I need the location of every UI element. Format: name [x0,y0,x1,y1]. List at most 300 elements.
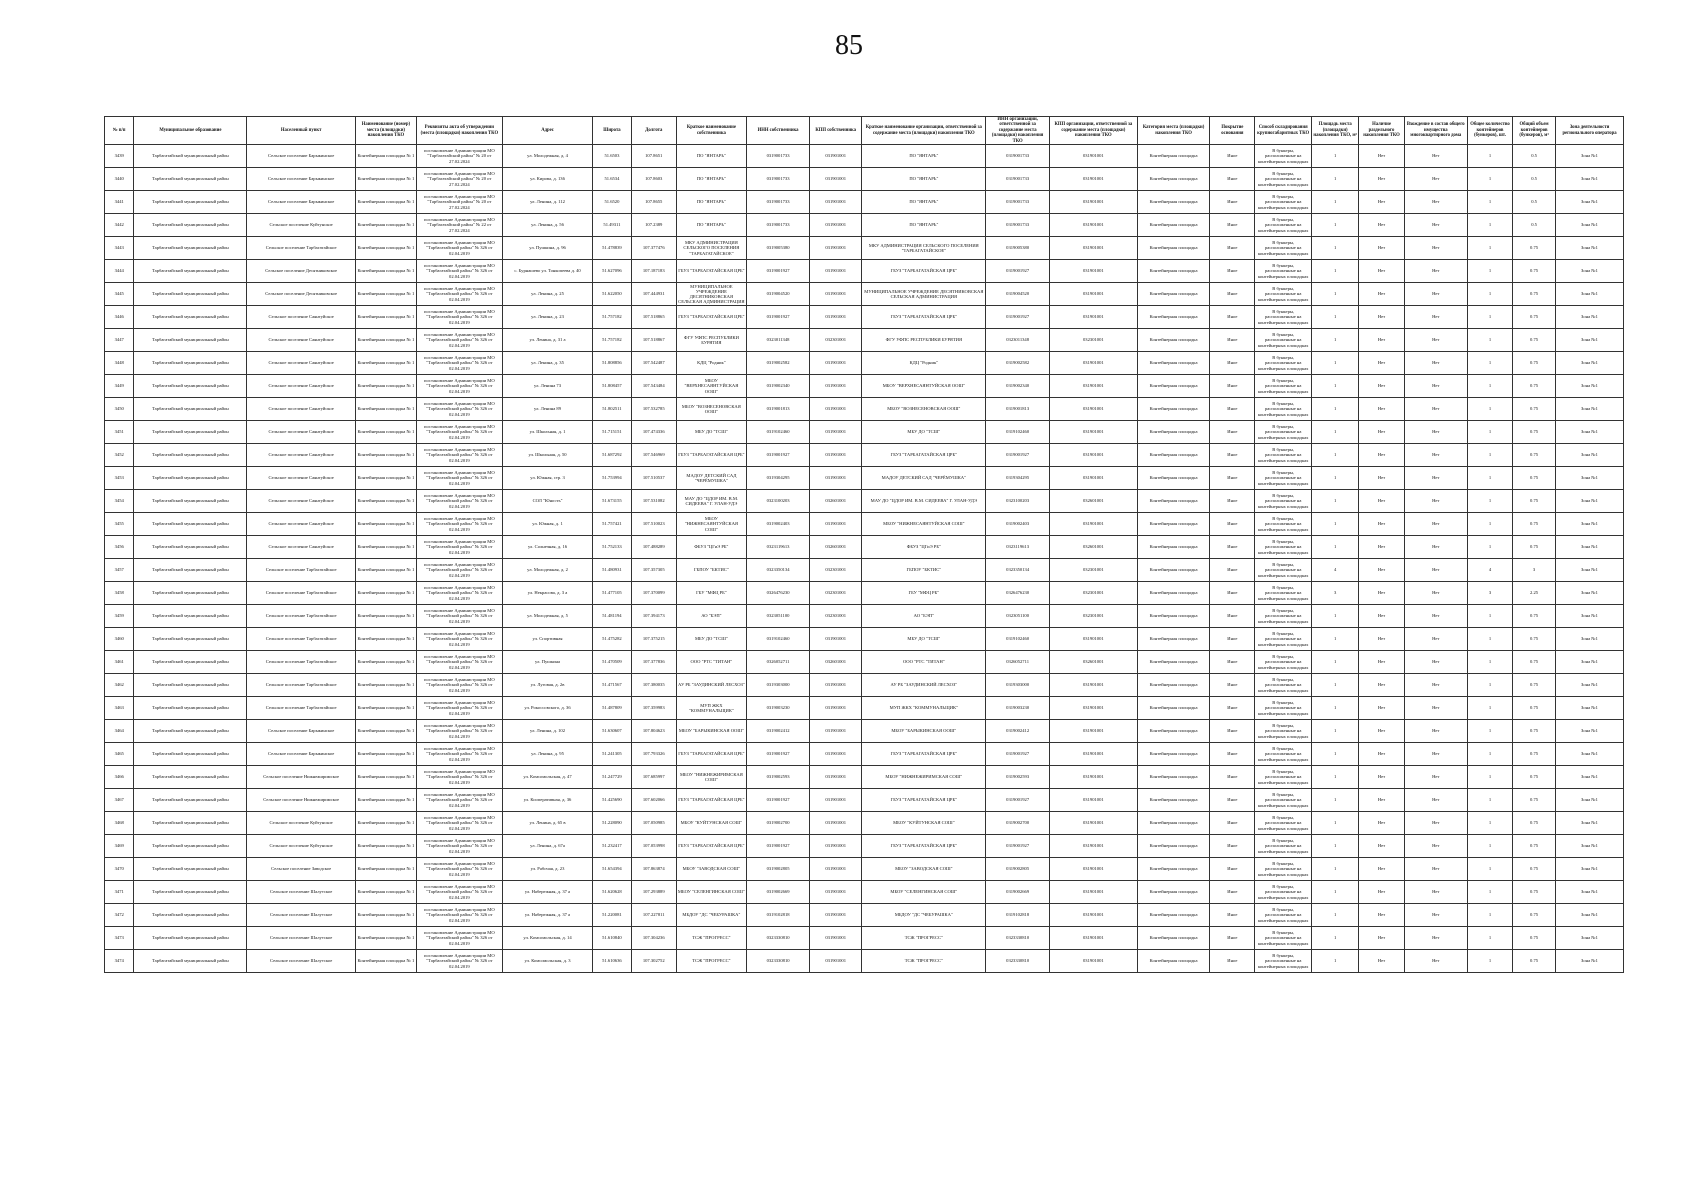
table-row [105,789,1624,812]
table-cell: 0319102818 [986,904,1049,927]
table-cell: 51.610840 [593,927,631,950]
table-cell: 031901001 [810,904,862,927]
table-cell: 107.543484 [631,375,676,398]
table-cell: 031901001 [810,789,862,812]
table-cell: Тарбагатайский муниципальный район [134,950,247,973]
table-cell: Тарбагатайский муниципальный район [134,375,247,398]
table-cell: Сельское поселение Шалутское [247,927,356,950]
table-cell: 1 [1311,927,1358,950]
table-cell: 0319002582 [746,352,809,375]
table-cell: ТСЖ "ПРОГРЕСС" [862,950,986,973]
table-cell: ул. Ленина, д. 31 а [502,329,592,352]
table-cell: ул. Спортивная [502,628,592,651]
table-row [105,214,1624,237]
table-cell: 3473 [105,927,134,950]
table-cell: Зона №1 [1556,490,1624,513]
table-cell: 031901001 [810,398,862,421]
table-cell: 0319001733 [986,191,1049,214]
table-cell: 1 [1467,306,1512,329]
table-cell: 031901001 [810,812,862,835]
table-cell: Сельское поселение Барыкинское [247,168,356,191]
table-cell: ул. Кирова, д. 136 [502,168,592,191]
table-cell: 51.481194 [593,605,631,628]
table-cell: ООО "РТС "ТИТАН" [676,651,746,674]
table-row [105,858,1624,881]
table-cell: Зона №1 [1556,651,1624,674]
table-cell: 0319002412 [746,720,809,743]
table-cell: Тарбагатайский муниципальный район [134,329,247,352]
table-cell: Иное [1210,536,1255,559]
column-header: Долгота [631,117,676,145]
table-cell: 031901001 [810,145,862,168]
table-cell: Нет [1359,674,1404,697]
table-cell: Сельское поселение Тарбагатайское [247,651,356,674]
table-cell: 0319002403 [746,513,809,536]
table-cell: 107.602066 [631,789,676,812]
table-cell: Иное [1210,375,1255,398]
column-header: Покрытие основания [1210,117,1255,145]
table-cell: Нет [1404,536,1467,559]
table-cell: 031901001 [810,927,862,950]
table-cell: 3466 [105,766,134,789]
table-cell: 031901001 [1049,168,1137,191]
column-header: Наличие раздельного накопления ТКО [1359,117,1404,145]
table-cell: 1 [1311,950,1358,973]
table-cell: 3467 [105,789,134,812]
table-cell: 107.518867 [631,329,676,352]
table-cell: 1 [1311,835,1358,858]
table-cell: 107.8651 [631,145,676,168]
table-cell: Иное [1210,950,1255,973]
table-cell: Контейнерная площадка № 1 [355,950,416,973]
table-cell: 031901001 [1049,628,1137,651]
table-cell: Контейнерная площадка [1137,168,1209,191]
table-cell: 031901001 [1049,444,1137,467]
table-cell: Иное [1210,927,1255,950]
table-cell: В бункеры, расположенные на контейнерных площадках [1255,605,1312,628]
table-row [105,812,1624,835]
table-cell: В бункеры, расположенные на контейнерных площадках [1255,421,1312,444]
table-row [105,168,1624,191]
table-cell: 0.75 [1513,743,1556,766]
table-cell: Сельское поселение Саянтуйское [247,421,356,444]
table-cell: 51.610636 [593,950,631,973]
table-cell: Сельское поселение Саянтуйское [247,467,356,490]
table-cell: 107.793326 [631,743,676,766]
table-cell: 1 [1467,789,1512,812]
table-cell: Сельское поселение Саянтуйское [247,352,356,375]
table-cell: Контейнерная площадка № 1 [355,421,416,444]
table-cell: 0.75 [1513,375,1556,398]
table-cell: ФГУ УФПС РЕСПУБЛИКИ БУРЯТИЯ [862,329,986,352]
table-cell: Зона №1 [1556,398,1624,421]
table-cell: Тарбагатайский муниципальный район [134,766,247,789]
table-cell: Иное [1210,697,1255,720]
table-cell: 0319003230 [746,697,809,720]
table-cell: 3460 [105,628,134,651]
table-cell: 1 [1311,536,1358,559]
table-cell: 51.475282 [593,628,631,651]
table-cell: 0.75 [1513,927,1556,950]
table-cell: Нет [1404,513,1467,536]
table-cell: 107.546969 [631,444,676,467]
table-cell: Нет [1404,306,1467,329]
column-header: Краткое наименование собственника [676,117,746,145]
table-cell: 1 [1467,720,1512,743]
table-cell: ул. Рабочая, д. 23 [502,858,592,881]
table-cell: МБОУ "СЕЛЕНГИНСКАЯ СОШ" [676,881,746,904]
table-cell: 0323330810 [986,950,1049,973]
table-cell: ул. Ленина 89 [502,398,592,421]
table-cell: Контейнерная площадка [1137,605,1209,628]
table-cell: 1 [1467,743,1512,766]
table-cell: 0319003230 [986,697,1049,720]
table-row [105,398,1624,421]
table-row [105,881,1624,904]
table-cell: В бункеры, расположенные на контейнерных площадках [1255,697,1312,720]
table-cell: 3470 [105,858,134,881]
table-cell: Нет [1359,283,1404,306]
table-cell: 031901001 [1049,812,1137,835]
table-cell: 0.75 [1513,697,1556,720]
table-cell: Нет [1404,674,1467,697]
table-cell: 0319002700 [746,812,809,835]
table-cell: 031901001 [1049,697,1137,720]
table-cell: 1 [1311,352,1358,375]
table-cell: Контейнерная площадка [1137,950,1209,973]
table-cell: постановление Администрации МО "Тарбагатайский район" № 326 от 02.04.2019 [416,513,502,536]
table-cell: постановление Администрации МО "Тарбагатайский район" № 326 от 02.04.2019 [416,582,502,605]
table-cell: 0.75 [1513,237,1556,260]
table-cell: Нет [1404,214,1467,237]
table-cell: Нет [1404,398,1467,421]
table-cell: В бункеры, расположенные на контейнерных площадках [1255,283,1312,306]
table-cell: 107.8603 [631,168,676,191]
table-cell: Зона №1 [1556,260,1624,283]
table-cell: 107.053998 [631,835,676,858]
table-cell: 3440 [105,168,134,191]
table-cell: 3471 [105,881,134,904]
table-cell: Зона №1 [1556,329,1624,352]
table-cell: 032601001 [1049,536,1137,559]
table-cell: ул. Школьная, д. 50 [502,444,592,467]
table-cell: 0.75 [1513,858,1556,881]
table-cell: 0.75 [1513,605,1556,628]
table-cell: Нет [1359,582,1404,605]
table-cell: Нет [1359,950,1404,973]
table-cell: 0.75 [1513,398,1556,421]
table-cell: Зона №1 [1556,674,1624,697]
table-cell: В бункеры, расположенные на контейнерных площадках [1255,766,1312,789]
table-cell: 3442 [105,214,134,237]
table-cell: Зона №1 [1556,766,1624,789]
table-cell: Контейнерная площадка № 1 [355,697,416,720]
table-cell: Нет [1404,651,1467,674]
table-cell: 031901001 [1049,720,1137,743]
table-cell: 031901001 [810,306,862,329]
table-cell: ГБУЗ "ТАРБАГАТАЙСКАЯ ЦРБ" [862,835,986,858]
table-cell: 0.75 [1513,260,1556,283]
table-cell: 0.75 [1513,490,1556,513]
table-cell: АО "БЭП" [862,605,986,628]
table-cell: ул. Молодежная, д. 4 [502,145,592,168]
table-cell: Нет [1404,697,1467,720]
table-cell: 0326476230 [746,582,809,605]
table-row [105,421,1624,444]
table-cell: 1 [1467,237,1512,260]
table-cell: Тарбагатайский муниципальный район [134,536,247,559]
table-cell: Нет [1359,697,1404,720]
table-cell: 032301001 [810,582,862,605]
table-cell: постановление Администрации МО "Тарбагатайский район" № 22 от 27.02.2024 [416,214,502,237]
table-row [105,329,1624,352]
table-cell: 031901001 [1049,950,1137,973]
table-cell: Контейнерная площадка [1137,559,1209,582]
table-cell: В бункеры, расположенные на контейнерных площадках [1255,490,1312,513]
table-cell: Иное [1210,260,1255,283]
table-cell: 107.542487 [631,352,676,375]
table-cell: 0319005380 [746,237,809,260]
table-cell: 032301001 [810,329,862,352]
table-cell: 1 [1311,421,1358,444]
table-cell: В бункеры, расположенные на контейнерных площадках [1255,467,1312,490]
table-cell: Нет [1359,191,1404,214]
table-cell: Нет [1359,214,1404,237]
table-cell: 51.802511 [593,398,631,421]
table-cell: Нет [1359,628,1404,651]
table-cell: Сельское поселение Шалутское [247,950,356,973]
table-cell: 3 [1513,559,1556,582]
table-cell: Тарбагатайский муниципальный район [134,421,247,444]
table-cell: Тарбагатайский муниципальный район [134,697,247,720]
table-cell: Нет [1404,950,1467,973]
table-cell: постановление Администрации МО "Тарбагатайский район" № 326 от 02.04.2019 [416,881,502,904]
table-cell: МБОУ "НИЖНЕЖИРИМСКАЯ СОШ" [862,766,986,789]
table-row [105,559,1624,582]
table-cell: МБОУ "НИЖНЕСАЯНТУЙСКАЯ СОШ" [862,513,986,536]
table-cell: 0323011348 [746,329,809,352]
table-cell: Контейнерная площадка [1137,651,1209,674]
table-row [105,628,1624,651]
table-row [105,490,1624,513]
table-cell: Сельское поселение Саянтуйское [247,444,356,467]
table-cell: МБОУ "ВОЗНЕСЕНОВСКАЯ ООШ" [676,398,746,421]
table-cell: 107.187183 [631,260,676,283]
table-cell: 0323119613 [986,536,1049,559]
table-cell: 031901001 [810,214,862,237]
table-cell: МБОУ "ВОЗНЕСЕНОВСКАЯ ООШ" [862,398,986,421]
table-cell: постановление Администрации МО "Тарбагатайский район" № 326 от 02.04.2019 [416,628,502,651]
table-cell: Нет [1404,904,1467,927]
table-cell: 0319002669 [986,881,1049,904]
table-cell: Нет [1404,490,1467,513]
table-cell: 0319304295 [746,467,809,490]
table-cell: В бункеры, расположенные на контейнерных площадках [1255,720,1312,743]
column-header: ИНН собственника [746,117,809,145]
table-cell: 0319001927 [986,789,1049,812]
table-cell: МБОУ "ЗАВОДСКАЯ СОШ" [862,858,986,881]
table-cell: Тарбагатайский муниципальный район [134,559,247,582]
table-cell: Сельское поселение Саянтуйское [247,536,356,559]
table-cell: 1 [1311,766,1358,789]
table-cell: 1 [1467,674,1512,697]
table-cell: Контейнерная площадка № 1 [355,237,416,260]
table-cell: Нет [1404,559,1467,582]
table-cell: 3447 [105,329,134,352]
table-cell: В бункеры, расположенные на контейнерных площадках [1255,191,1312,214]
table-cell: 0319001733 [986,214,1049,237]
table-cell: 51.757182 [593,306,631,329]
table-cell: Контейнерная площадка [1137,743,1209,766]
table-cell: Тарбагатайский муниципальный район [134,927,247,950]
table-row [105,697,1624,720]
table-cell: постановление Администрации МО "Тарбагатайский район" № 326 от 02.04.2019 [416,927,502,950]
table-cell: Тарбагатайский муниципальный район [134,812,247,835]
table-cell: Нет [1404,421,1467,444]
table-cell: Тарбагатайский муниципальный район [134,306,247,329]
table-cell: 1 [1311,858,1358,881]
table-cell: ул. Ленина, д. 95 [502,743,592,766]
table-cell: 4 [1467,559,1512,582]
table-cell: 0.75 [1513,283,1556,306]
table-cell: Нет [1404,145,1467,168]
table-cell: 3454 [105,490,134,513]
table-cell: Сельское поселение Нижнежиримское [247,789,356,812]
table-row [105,674,1624,697]
table-row [105,743,1624,766]
table-cell: 0.5 [1513,145,1556,168]
table-cell: ул. Набережная, д. 37 а [502,881,592,904]
table-cell: 1 [1467,651,1512,674]
table-cell: МБОУ "БАРЫКИНСКАЯ ООШ" [676,720,746,743]
table-cell: Контейнерная площадка № 1 [355,582,416,605]
column-header: Площадь места (площадки) накопления ТКО, м² [1311,117,1358,145]
table-cell: 0319001733 [986,145,1049,168]
table-cell: В бункеры, расположенные на контейнерных площадках [1255,352,1312,375]
table-cell: 032301001 [810,605,862,628]
table-cell: 1 [1467,513,1512,536]
table-cell: 0319005380 [986,237,1049,260]
table-cell: 51.220081 [593,904,631,927]
table-cell: МУП ЖКХ "КОММУНАЛЬЩИК" [862,697,986,720]
table-cell: 031901001 [810,191,862,214]
table-cell: Сельское поселение Куйтунское [247,835,356,858]
table-cell: постановление Администрации МО "Тарбагатайский район" № 326 от 02.04.2019 [416,536,502,559]
table-cell: Контейнерная площадка [1137,582,1209,605]
table-cell: МБУ ДО "ТСШ" [676,421,746,444]
table-cell: 031901001 [1049,674,1137,697]
column-header: Наименование (номер) места (площадки) накопления ТКО [355,117,416,145]
table-cell: постановление Администрации МО "Тарбагатайский район" № 326 от 02.04.2019 [416,720,502,743]
table-cell: 3445 [105,283,134,306]
table-cell: Тарбагатайский муниципальный район [134,191,247,214]
table-cell: 0319002582 [986,352,1049,375]
table-cell: Сельское поселение Саянтуйское [247,329,356,352]
table-cell: 107.357305 [631,559,676,582]
table-cell: 031901001 [810,881,862,904]
table-cell: 0323011348 [986,329,1049,352]
column-header: ИНН организации, ответственной за содержание места (площадки) накопления ТКО [986,117,1049,145]
table-cell: Зона №1 [1556,306,1624,329]
table-cell: 107.370099 [631,582,676,605]
table-cell: Сельское поселение Куйтунское [247,812,356,835]
table-cell: 51.757421 [593,513,631,536]
table-cell: 031901001 [810,352,862,375]
table-cell: В бункеры, расположенные на контейнерных площадках [1255,674,1312,697]
table-cell: 0319001927 [746,260,809,283]
table-cell: 3446 [105,306,134,329]
table-cell: 107.510537 [631,467,676,490]
table-cell: Контейнерная площадка [1137,812,1209,835]
table-cell: В бункеры, расположенные на контейнерных площадках [1255,628,1312,651]
table-cell: Нет [1359,444,1404,467]
table-cell: ГБУЗ "ТАРБАГАТАЙСКАЯ ЦРБ" [676,835,746,858]
table-cell: Сельское поселение Тарбагатайское [247,559,356,582]
table-cell: Контейнерная площадка [1137,467,1209,490]
column-header: Населенный пункт [247,117,356,145]
table-cell: Нет [1359,881,1404,904]
table-cell: В бункеры, расположенные на контейнерных площадках [1255,651,1312,674]
table-cell: 031901001 [810,766,862,789]
table-cell: ул. Кооперативная, д. 36 [502,789,592,812]
table-cell: ГБУЗ "ТАРБАГАТАЙСКАЯ ЦРБ" [862,260,986,283]
table-cell: Нет [1404,237,1467,260]
table-cell: В бункеры, расположенные на контейнерных площадках [1255,536,1312,559]
table-cell: 0319001927 [746,789,809,812]
table-cell: постановление Администрации МО "Тарбагатайский район" № 326 от 02.04.2019 [416,766,502,789]
table-cell: 1 [1467,628,1512,651]
table-cell: МБОУ "БАРЫКИНСКАЯ ООШ" [862,720,986,743]
table-cell: В бункеры, расположенные на контейнерных площадках [1255,444,1312,467]
table-cell: 0323330810 [986,927,1049,950]
table-cell: Нет [1359,651,1404,674]
table-cell: 3455 [105,513,134,536]
table-cell: 0319304295 [986,467,1049,490]
table-cell: 107.532785 [631,398,676,421]
table-cell: 51.6503 [593,145,631,168]
table-cell: 107.380035 [631,674,676,697]
table-cell: 51.480931 [593,559,631,582]
table-cell: МУП ЖКХ "КОММУНАЛЬЩИК" [676,697,746,720]
table-cell: 1 [1467,421,1512,444]
table-cell: Контейнерная площадка № 1 [355,789,416,812]
table-cell: ТСЖ "ПРОГРЕСС" [676,927,746,950]
table-cell: Иное [1210,191,1255,214]
table-cell: 107.518865 [631,306,676,329]
table-cell: 1 [1311,467,1358,490]
table-row [105,651,1624,674]
table-cell: Нет [1359,306,1404,329]
table-cell: 0319002593 [986,766,1049,789]
table-cell: 107.863874 [631,858,676,881]
table-cell: ул. Ленина, д. 65 в [502,812,592,835]
table-cell: 031901001 [1049,467,1137,490]
table-cell: Зона №1 [1556,191,1624,214]
table-cell: 1 [1467,191,1512,214]
table-cell: 031901001 [1049,283,1137,306]
table-row [105,375,1624,398]
table-cell: 1 [1467,536,1512,559]
table-cell: Тарбагатайский муниципальный район [134,789,247,812]
table-cell: 4 [1311,559,1358,582]
table-cell: Контейнерная площадка [1137,536,1209,559]
table-row [105,237,1624,260]
table-cell: 3452 [105,444,134,467]
table-cell: Контейнерная площадка № 1 [355,467,416,490]
table-cell: 031901001 [1049,743,1137,766]
table-cell: ФБУЗ "ЦГиЭ РБ" [676,536,746,559]
table-cell: ГБУЗ "ТАРБАГАТАЙСКАЯ ЦРБ" [676,789,746,812]
